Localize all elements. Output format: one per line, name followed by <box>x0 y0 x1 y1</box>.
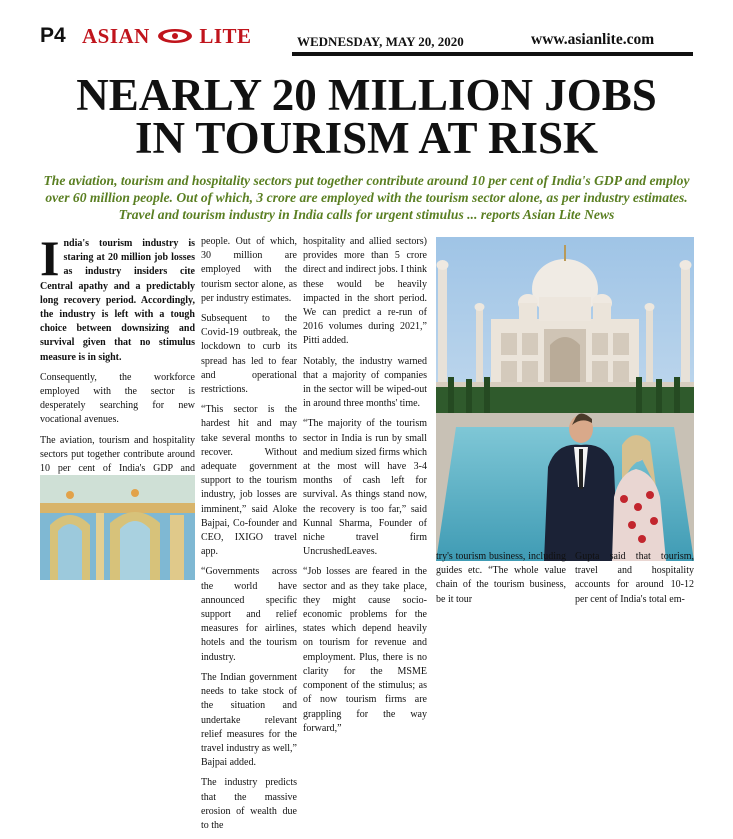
paragraph: Consequently, the workforce employed with the sector is desperately searching for new vocational avenues. <box>40 371 195 426</box>
ornamental-illustration <box>40 475 195 580</box>
ornamental-photo <box>40 475 195 580</box>
taj-mahal-illustration <box>436 237 694 561</box>
paragraph: “This sector is the hardest hit and may take several months to recover. Without adequate government support to the tourism industry, job losses are imminent,” said Aloke Bajpai, Co-founder and CEO, IXIGO travel app. <box>201 404 297 558</box>
paragraph: The Indian government needs to take stock of the situation and undertake relevant relief measures for the travel industry as well,” Bajpai added. <box>201 671 297 769</box>
column-5-snippet: Gupta said that tourism, travel and hospitality accounts for around 10-12 per cent of India's total em- <box>575 551 694 605</box>
column-2 <box>201 235 297 839</box>
paragraph: The industry predicts that the massive erosion of wealth due to the <box>201 777 297 831</box>
header-rule <box>292 52 693 56</box>
column-1 <box>40 230 195 496</box>
lead-paragraph: ndia's tourism industry is staring at 20 million job losses as industry insiders cite Central apathy and a predictably long recovery period. Accordingly, the industry is left with a tough choice between downsizing and survival given that no stimulus measure is in sight. <box>40 238 195 363</box>
paragraph: Subsequent to the Covid-19 outbreak, the lockdown to curb its spread has led to fear and operational restrictions. <box>201 313 297 396</box>
taj-mahal-photo <box>436 237 694 561</box>
issue-date: WEDNESDAY, MAY 20, 2020 <box>297 34 464 49</box>
headline: NEARLY 20 MILLION JOBS IN TOURISM AT RISK <box>76 70 657 163</box>
column-3 <box>303 235 427 742</box>
column-4-snippet: try's tourism business, including guides etc. “The whole value chain of the tourism business, be it tour <box>436 551 566 605</box>
page-header <box>0 0 733 52</box>
drop-cap: I <box>40 230 60 286</box>
page-number: P4 <box>40 24 66 47</box>
masthead-right: LITE <box>199 24 252 48</box>
website-url: www.asianlite.com <box>531 31 655 48</box>
paragraph: The aviation, tourism and hospitality sectors put together contribute around 10 per cent of India's GDP and <box>40 434 195 475</box>
paragraph: hospitality and allied sectors) provides more than 5 crore direct and indirect jobs. I think these would be heavily impacted in the short period. We can predict a re-run of 2016 volumes during 2021,” Pitti added. <box>303 236 427 347</box>
paragraph: people. Out of which, 30 million are employed with the tourism sector alone, as per industry estimates. <box>201 236 297 304</box>
masthead-left: ASIAN <box>82 24 150 48</box>
masthead-logo <box>82 24 252 49</box>
paragraph: “Governments across the world have announced specific support and relief measures for airlines, hotels and the tourism industry. <box>201 566 297 663</box>
paragraph: Notably, the industry warned that a majority of companies in the sector will be wiped-out in around three months' time. <box>303 355 427 410</box>
paragraph: “Job losses are feared in the sector and as they take place, they might cause socio-economic problems for the states which depend heavily on tourism for revenue and employment. Plus, there is no clarity for the MSME component of the stimulus; as of now tourism firms are grappling for the way forward,” <box>303 566 427 734</box>
standfirst: The aviation, tourism and hospitality sectors put together contribute around 10 per cent of India's GDP and employ over 60 million people. Out of which, 3 crore are employed with the tourism sector alone, as per industry estimates. Travel and tourism industry in India calls for urgent stimulus ... reports Asian Lite News <box>43 173 690 222</box>
lion-emblem-icon <box>156 28 194 44</box>
paragraph: “The majority of the tourism sector in India is run by small and medium sized firms which at the most will have 3-4 months of cash left for survival. As things stand now, the recovery is too far,” said Kunnal Sharma, Founder of niche travel firm UncrushedLeaves. <box>303 418 427 558</box>
